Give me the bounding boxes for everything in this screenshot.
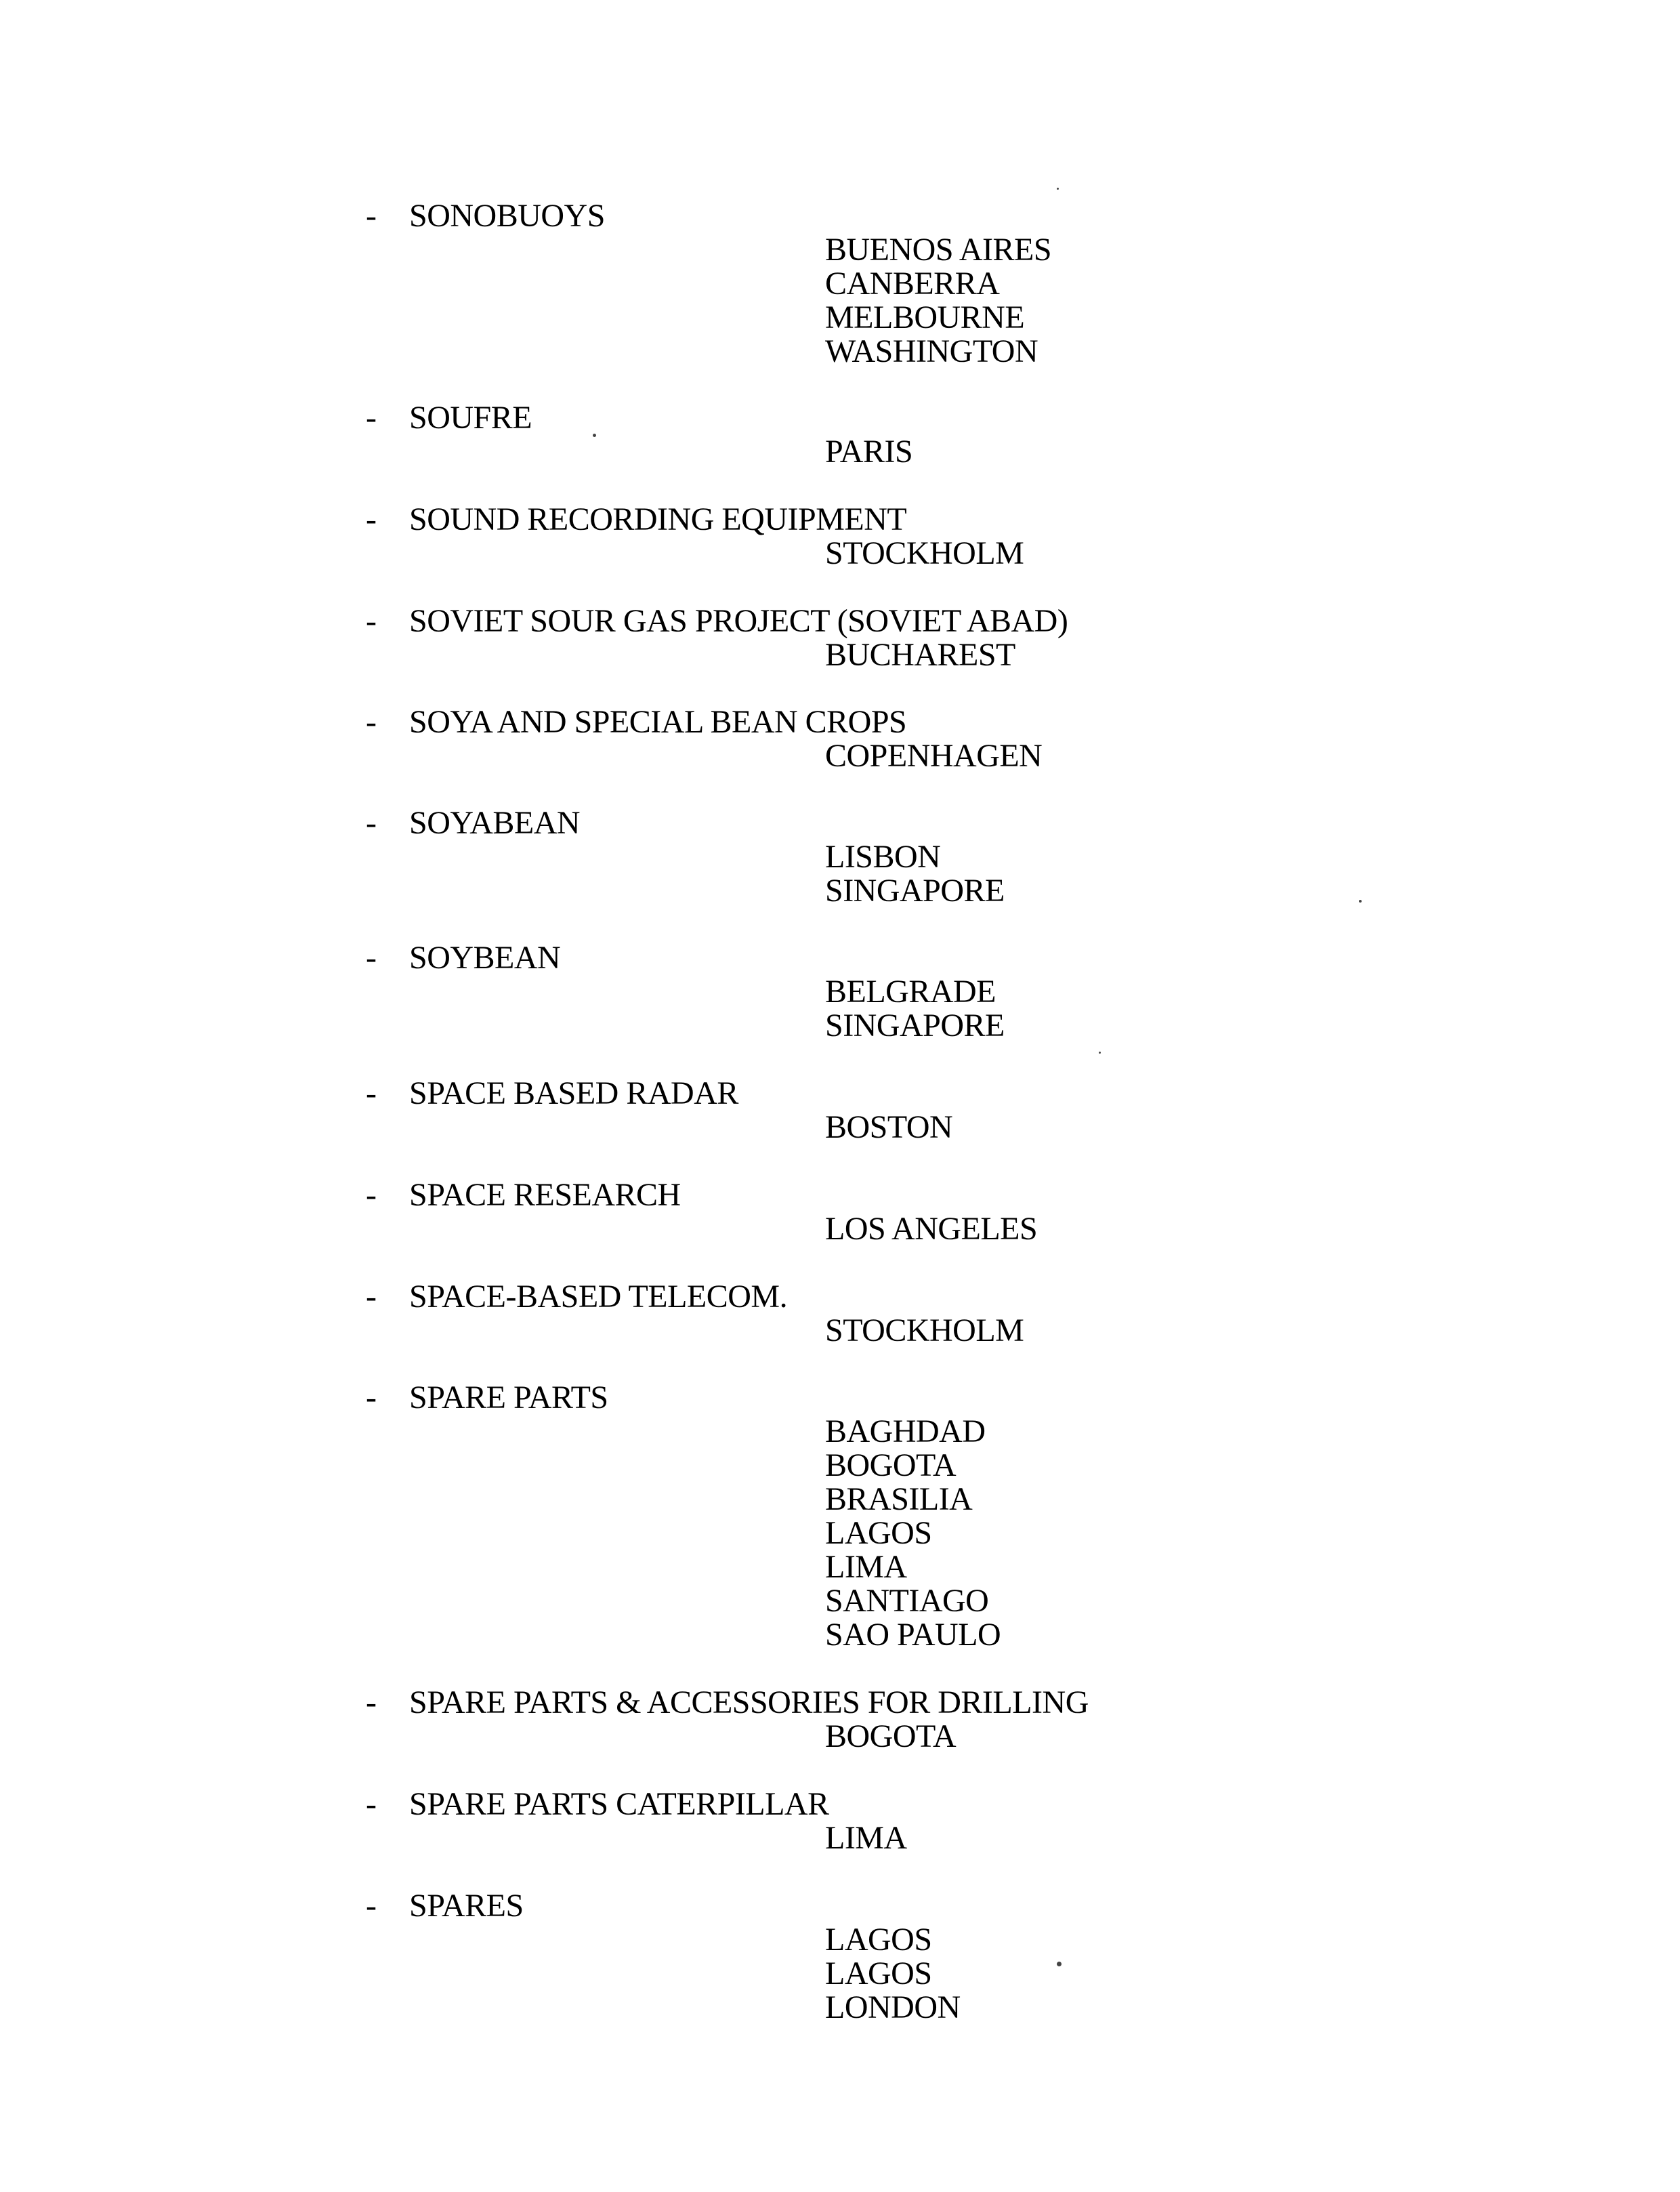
city-name: CANBERRA — [825, 266, 1000, 302]
bullet-dash: - — [366, 1888, 377, 1924]
scan-speck — [1099, 1052, 1101, 1054]
scan-speck — [1057, 188, 1059, 190]
entry-term: SOYA AND SPECIAL BEAN CROPS — [409, 704, 907, 740]
bullet-dash: - — [366, 704, 377, 740]
city-name: SAO PAULO — [825, 1617, 1001, 1653]
bullet-dash: - — [366, 400, 377, 436]
entry-term: SONOBUOYS — [409, 198, 605, 234]
city-name: LIMA — [825, 1820, 907, 1856]
city-name: STOCKHOLM — [825, 1312, 1024, 1348]
city-list — [825, 1212, 1037, 1246]
city-list — [825, 975, 1005, 1043]
city-name: LOS ANGELES — [825, 1211, 1038, 1247]
entry-heading — [0, 199, 1680, 233]
bullet-dash: - — [366, 1380, 377, 1415]
city-name: STOCKHOLM — [825, 535, 1024, 571]
city-name: SINGAPORE — [825, 1008, 1005, 1043]
entry-term: SOYABEAN — [409, 805, 581, 841]
entry-term: SPACE RESEARCH — [409, 1177, 681, 1213]
entry-term: SOUND RECORDING EQUIPMENT — [409, 501, 907, 537]
entry-heading — [0, 705, 1680, 739]
city-list — [825, 1821, 907, 1855]
bullet-dash: - — [366, 1075, 377, 1111]
city-name: LAGOS — [825, 1515, 932, 1551]
city-name: LAGOS — [825, 1922, 932, 1958]
scan-speck — [593, 434, 596, 437]
entry-heading — [0, 1787, 1680, 1821]
city-name: BOSTON — [825, 1109, 953, 1145]
entry-heading — [0, 1280, 1680, 1314]
entry-heading — [0, 1889, 1680, 1923]
city-list — [825, 739, 1042, 773]
city-name: LIMA — [825, 1549, 907, 1585]
scan-speck — [1057, 1962, 1062, 1966]
city-list — [825, 1923, 961, 2025]
entry-heading — [0, 806, 1680, 840]
entry-term: SPARES — [409, 1888, 524, 1924]
city-name: SINGAPORE — [825, 873, 1005, 909]
city-name: LAGOS — [825, 1956, 932, 1991]
bullet-dash: - — [366, 198, 377, 234]
bullet-dash: - — [366, 501, 377, 537]
city-name: MELBOURNE — [825, 299, 1025, 335]
city-list — [825, 1415, 1001, 1652]
city-list — [825, 1720, 956, 1754]
entry-term: SPARE PARTS — [409, 1380, 608, 1415]
entry-term: SOUFRE — [409, 400, 532, 436]
city-list — [825, 537, 1024, 571]
city-name: COPENHAGEN — [825, 738, 1043, 774]
city-name: BUCHAREST — [825, 637, 1015, 673]
city-name: BRASILIA — [825, 1481, 973, 1517]
entry-heading — [0, 1686, 1680, 1720]
city-list — [825, 435, 912, 469]
entry-heading — [0, 503, 1680, 537]
scan-speck — [1359, 900, 1362, 903]
bullet-dash: - — [366, 1786, 377, 1822]
city-list — [825, 1314, 1024, 1348]
bullet-dash: - — [366, 1177, 377, 1213]
city-name: BOGOTA — [825, 1718, 957, 1754]
city-name: BELGRADE — [825, 974, 996, 1010]
entry-term: SPACE BASED RADAR — [409, 1075, 738, 1111]
city-name: BOGOTA — [825, 1447, 957, 1483]
bullet-dash: - — [366, 1684, 377, 1720]
city-list — [825, 233, 1051, 369]
entry-term: SOYBEAN — [409, 940, 561, 976]
city-list — [825, 1111, 952, 1144]
entry-term: SPARE PARTS CATERPILLAR — [409, 1786, 829, 1822]
entry-heading — [0, 941, 1680, 975]
entry-term: SOVIET SOUR GAS PROJECT (SOVIET ABAD) — [409, 603, 1068, 639]
bullet-dash: - — [366, 805, 377, 841]
entry-term: SPARE PARTS & ACCESSORIES FOR DRILLING — [409, 1684, 1089, 1720]
city-name: SANTIAGO — [825, 1583, 989, 1619]
entry-term: SPACE-BASED TELECOM. — [409, 1279, 788, 1315]
city-name: BUENOS AIRES — [825, 232, 1052, 268]
bullet-dash: - — [366, 603, 377, 639]
entry-heading — [0, 1077, 1680, 1111]
city-list — [825, 638, 1015, 672]
city-name: WASHINGTON — [825, 333, 1038, 369]
entry-heading — [0, 1381, 1680, 1415]
bullet-dash: - — [366, 940, 377, 976]
city-list — [825, 840, 1005, 908]
city-name: LONDON — [825, 1989, 961, 2025]
city-name: PARIS — [825, 434, 913, 470]
city-name: BAGHDAD — [825, 1413, 986, 1449]
city-name: LISBON — [825, 839, 941, 875]
entry-heading — [0, 1178, 1680, 1212]
bullet-dash: - — [366, 1279, 377, 1315]
entry-heading — [0, 401, 1680, 435]
entry-heading — [0, 604, 1680, 638]
